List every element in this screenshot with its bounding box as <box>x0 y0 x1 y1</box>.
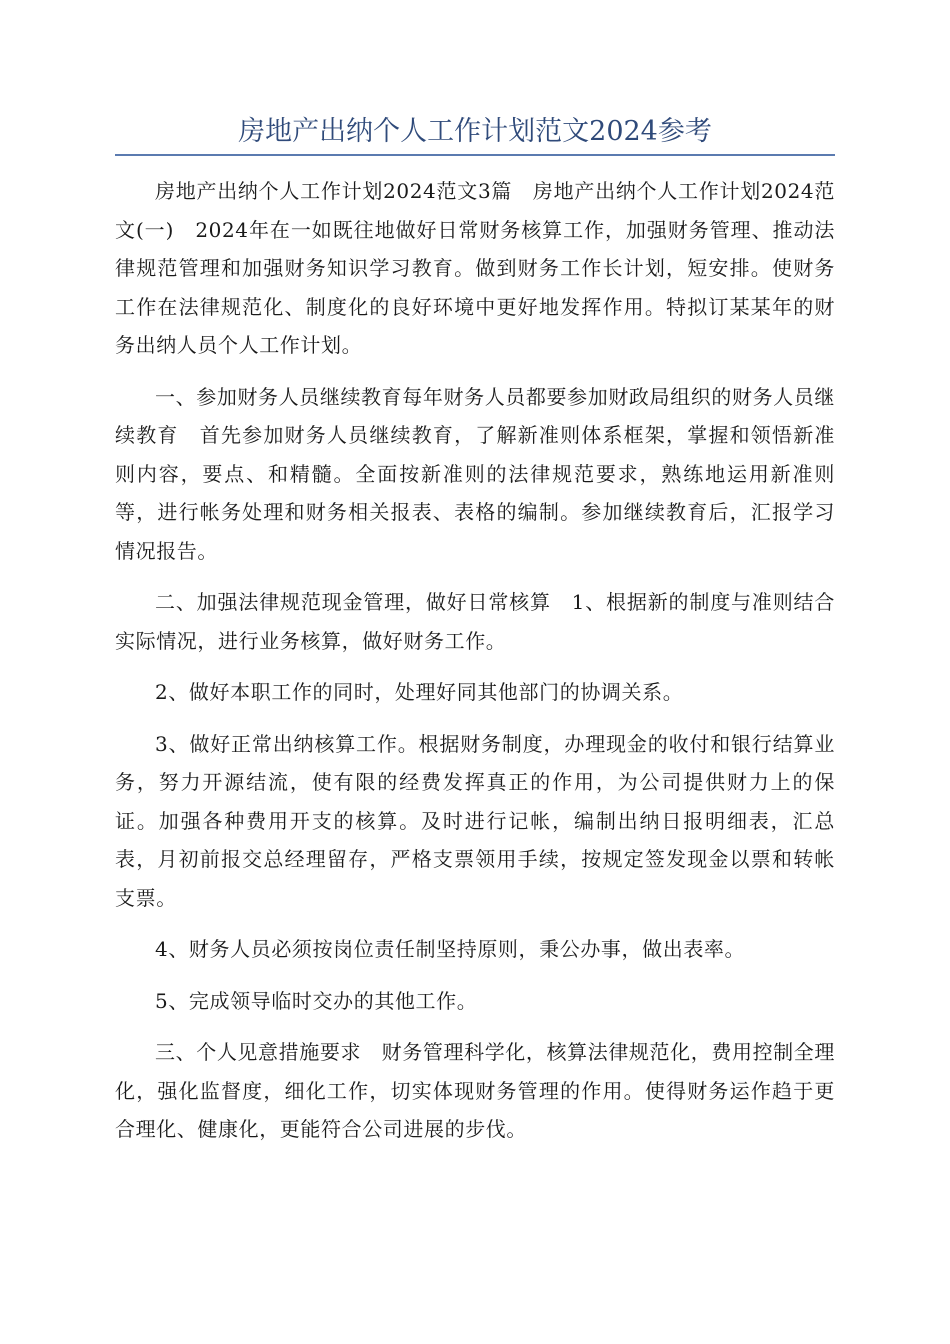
document-title: 房地产出纳个人工作计划范文2024参考 <box>238 116 712 147</box>
paragraph-item-5: 5、完成领导临时交办的其他工作。 <box>155 988 478 1013</box>
paragraph-intro: 房地产出纳个人工作计划2024范文3篇 房地产出纳个人工作计划2024范文(一) 2024年在一如既往地做好日常财务核算工作，加强财务管理、推动法律规范管理和加强财务知识学习教育。做到财务工作长计划，短安排。使财务工作在法律规范化、制度化的良好环境中更好地发挥作用。特拟订某某年的财务出纳人员个人工作计划。 <box>115 179 835 357</box>
paragraph-item-2: 2、做好本职工作的同时，处理好同其他部门的协调关系。 <box>155 680 684 704</box>
paragraph-section-2: 二、加强法律规范现金管理，做好日常核算 1、根据新的制度与准则结合实际情况，进行业务核算，做好财务工作。 <box>115 590 835 653</box>
paragraph-section-1: 一、参加财务人员继续教育每年财务人员都要参加财政局组织的财务人员继续教育 首先参加财务人员继续教育，了解新准则体系框架，掌握和领悟新准则内容，要点、和精髓。全面按新准则的法律规范要求，熟练地运用新准则等，进行帐务处理和财务相关报表、表格的编制。参加继续教育后，汇报学习情况报告。 <box>115 384 835 563</box>
paragraph-item-3: 3、做好正常出纳核算工作。根据财务制度，办理现金的收付和银行结算业务，努力开源结流，使有限的经费发挥真正的作用，为公司提供财力上的保证。加强各种费用开支的核算。及时进行记帐，编制出纳日报明细表，汇总表，月初前报交总经理留存，严格支票领用手续，按规定签发现金以票和转帐支票。 <box>115 731 835 910</box>
document-body <box>115 172 835 1162</box>
paragraph-section-3: 三、个人见意措施要求 财务管理科学化，核算法律规范化，费用控制全理化，强化监督度，细化工作，切实体现财务管理的作用。使得财务运作趋于更合理化、健康化，更能符合公司进展的步伐。 <box>115 1040 835 1141</box>
title-underline <box>115 154 835 156</box>
paragraph-item-4: 4、财务人员必须按岗位责任制坚持原则，秉公办事，做出表率。 <box>155 937 746 961</box>
